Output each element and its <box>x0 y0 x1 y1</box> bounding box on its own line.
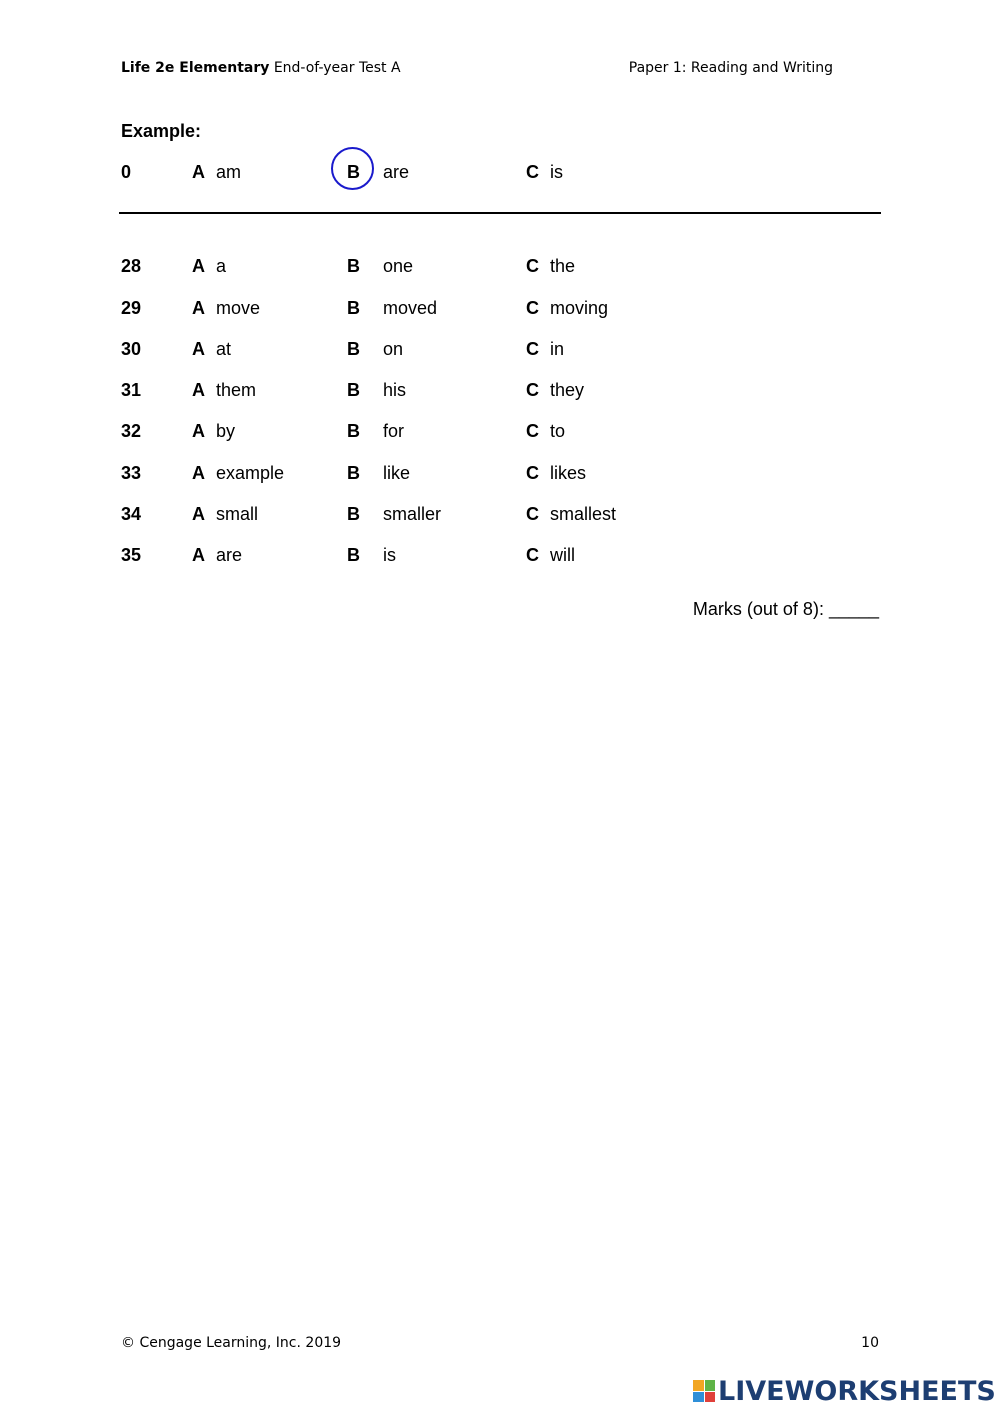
marks-line: Marks (out of 8): _____ <box>692 599 879 619</box>
question-number: 30 <box>121 339 142 359</box>
option-a-letter: A <box>192 504 205 524</box>
option-b-text: like <box>383 463 411 483</box>
option-c-text: to <box>550 421 566 441</box>
option-a-letter: A <box>192 162 205 182</box>
copyright: © Cengage Learning, Inc. 2019 <box>121 1335 342 1351</box>
liveworksheets-brand[interactable] <box>693 1374 996 1408</box>
question-row <box>0 463 1000 487</box>
option-a-text: a <box>216 256 227 276</box>
option-a-text: them <box>216 380 257 400</box>
option-b-letter: B <box>347 298 360 318</box>
option-b-text: moved <box>383 298 438 318</box>
book-title: Life 2e Elementary <box>121 60 270 76</box>
question-row <box>0 339 1000 363</box>
option-c-letter: C <box>526 380 539 400</box>
option-b-text: for <box>383 421 405 441</box>
option-c-letter: C <box>526 256 539 276</box>
option-a-letter: A <box>192 463 205 483</box>
logo-square <box>705 1380 716 1391</box>
option-b-letter: B <box>347 504 360 524</box>
option-c-text: in <box>550 339 565 359</box>
question-number: 34 <box>121 504 142 524</box>
question-row <box>0 504 1000 528</box>
option-a-letter: A <box>192 256 205 276</box>
question-row <box>0 256 1000 280</box>
logo-square <box>693 1380 704 1391</box>
question-row <box>0 421 1000 445</box>
question-number: 31 <box>121 380 142 400</box>
page-header <box>121 60 833 82</box>
option-c-text: they <box>550 380 585 400</box>
option-a-text: are <box>216 545 243 565</box>
option-c-text: will <box>550 545 575 565</box>
option-b-letter: B <box>347 380 360 400</box>
option-a-letter: A <box>192 545 205 565</box>
liveworksheets-logo-icon <box>693 1380 715 1402</box>
option-c-letter: C <box>526 162 539 182</box>
option-b-letter: B <box>347 162 360 182</box>
option-c-text: the <box>550 256 576 276</box>
option-c-letter: C <box>526 504 539 524</box>
logo-square <box>705 1392 716 1403</box>
example-row <box>0 162 1000 186</box>
question-number: 28 <box>121 256 142 276</box>
option-c-text: smallest <box>550 504 617 524</box>
test-name: End-of-year Test A <box>269 60 401 76</box>
question-number: 29 <box>121 298 142 318</box>
option-c-letter: C <box>526 545 539 565</box>
option-b-text: is <box>383 545 396 565</box>
option-a-letter: A <box>192 380 205 400</box>
option-c-letter: C <box>526 298 539 318</box>
divider-line <box>119 212 881 214</box>
option-a-text: at <box>216 339 232 359</box>
brand-name: LIVEWORKSHEETS <box>718 1375 996 1407</box>
option-b-text: on <box>383 339 404 359</box>
option-b-text: are <box>383 162 410 182</box>
option-b-letter: B <box>347 463 360 483</box>
example-label: Example: <box>121 121 202 141</box>
option-a-letter: A <box>192 339 205 359</box>
option-c-letter: C <box>526 463 539 483</box>
option-b-letter: B <box>347 256 360 276</box>
question-number: 0 <box>121 162 132 182</box>
option-c-letter: C <box>526 421 539 441</box>
option-b-letter: B <box>347 339 360 359</box>
option-a-letter: A <box>192 298 205 318</box>
question-row <box>0 298 1000 322</box>
logo-square <box>693 1392 704 1403</box>
question-row <box>0 545 1000 569</box>
page-number: 10 <box>861 1335 879 1351</box>
option-b-text: one <box>383 256 414 276</box>
option-c-text: is <box>550 162 563 182</box>
option-b-letter: B <box>347 545 360 565</box>
option-b-letter: B <box>347 421 360 441</box>
option-c-text: likes <box>550 463 587 483</box>
option-c-letter: C <box>526 339 539 359</box>
paper-title: Paper 1: Reading and Writing <box>628 60 833 76</box>
option-b-text: smaller <box>383 504 442 524</box>
question-number: 32 <box>121 421 142 441</box>
selected-answer-circle <box>331 147 374 190</box>
option-a-text: small <box>216 504 259 524</box>
option-a-text: am <box>216 162 242 182</box>
option-c-text: moving <box>550 298 609 318</box>
question-number: 33 <box>121 463 142 483</box>
option-a-text: move <box>216 298 261 318</box>
test-title <box>121 60 401 76</box>
question-row <box>0 380 1000 404</box>
question-number: 35 <box>121 545 142 565</box>
option-a-text: example <box>216 463 285 483</box>
option-a-letter: A <box>192 421 205 441</box>
option-a-text: by <box>216 421 236 441</box>
option-b-text: his <box>383 380 407 400</box>
